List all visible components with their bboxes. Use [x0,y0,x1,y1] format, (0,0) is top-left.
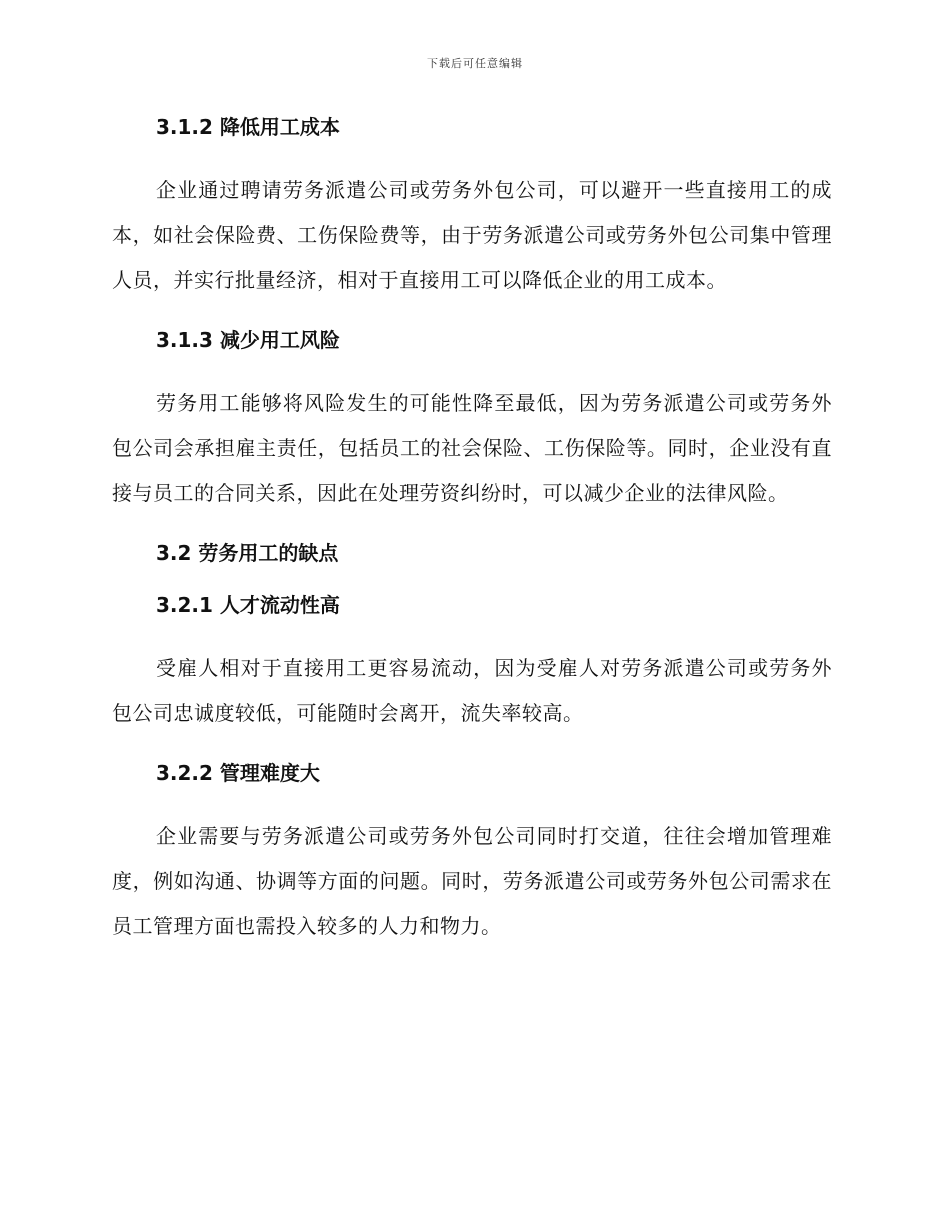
section-heading-3-1-3: 3.1.3 减少用工风险 [156,328,340,352]
section-paragraph-3-1-2: 企业通过聘请劳务派遣公司或劳务外包公司，可以避开一些直接用工的成本，如社会保险费、工伤保险费等，由于劳务派遣公司或劳务外包公司集中管理人员，并实行批量经济，相对于直接用工可以降低企业的用工成本。 [112,178,832,292]
section-paragraph-3-2-1: 受雇人相对于直接用工更容易流动，因为受雇人对劳务派遣公司或劳务外包公司忠诚度较低，可能随时会离开，流失率较高。 [112,656,832,725]
section-heading-3-2-1: 3.2.1 人才流动性高 [156,593,340,617]
section-paragraph-3-1-3: 劳务用工能够将风险发生的可能性降至最低，因为劳务派遣公司或劳务外包公司会承担雇主责任，包括员工的社会保险、工伤保险等。同时，企业没有直接与员工的合同关系，因此在处理劳资纠纷时，可以减少企业的法律风险。 [112,391,832,505]
document-body [112,112,832,949]
section-heading-3-2-2: 3.2.2 管理难度大 [156,761,320,785]
section-heading-3-1-2: 3.1.2 降低用工成本 [156,115,340,139]
running-header: 下载后可任意编辑 [427,57,523,70]
section-paragraph-3-2-2: 企业需要与劳务派遣公司或劳务外包公司同时打交道，往往会增加管理难度，例如沟通、协调等方面的问题。同时，劳务派遣公司或劳务外包公司需求在员工管理方面也需投入较多的人力和物力。 [112,824,832,938]
section-heading-3-2: 3.2 劳务用工的缺点 [156,541,339,565]
